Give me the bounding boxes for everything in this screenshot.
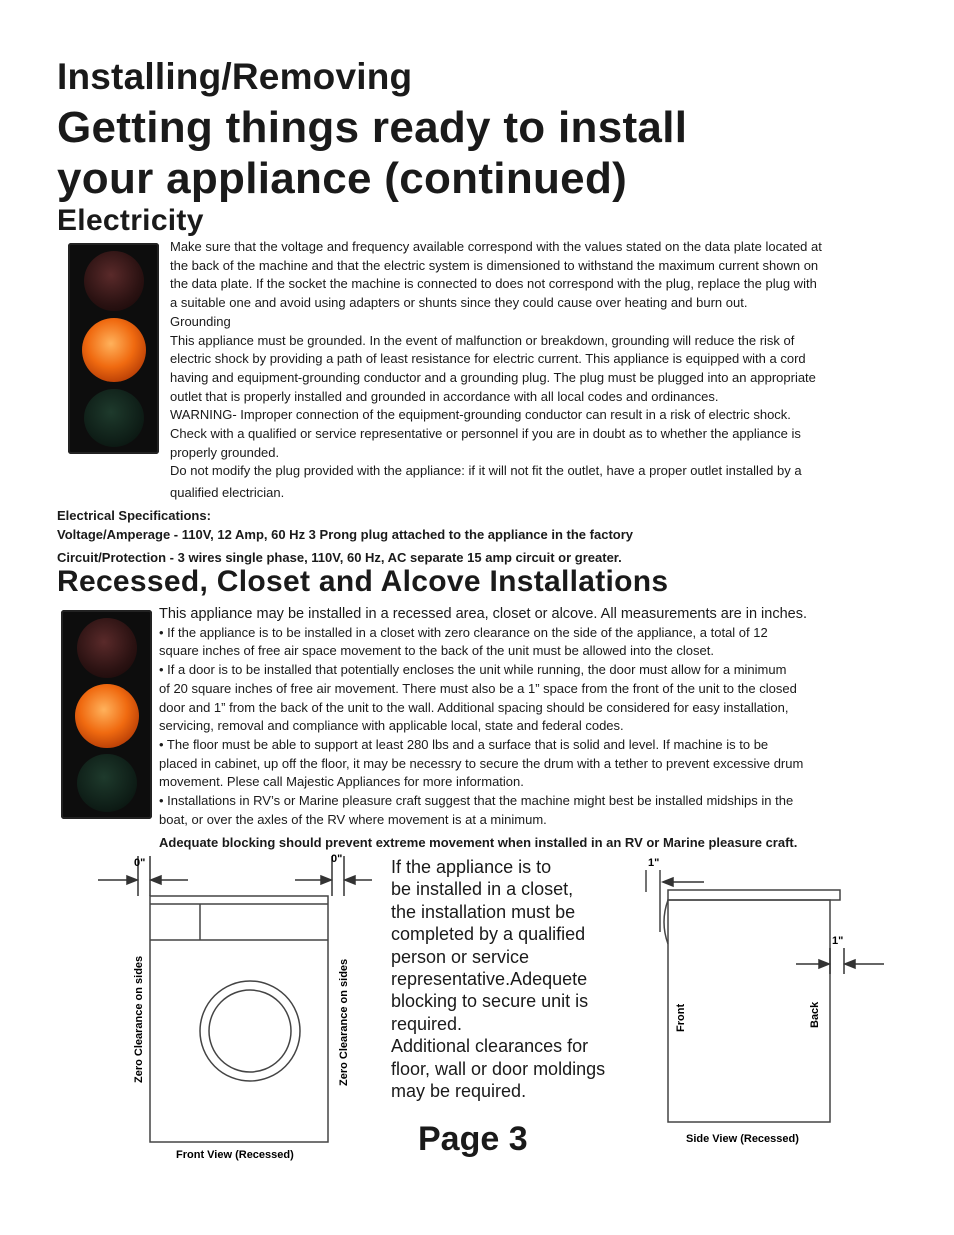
front-clearance-label: 1" bbox=[648, 857, 660, 869]
zero-clearance-right-label: Zero Clearance on sides bbox=[338, 958, 350, 1086]
arrow-right-icon bbox=[321, 876, 331, 884]
green-light-icon bbox=[84, 389, 144, 447]
door-inner bbox=[209, 990, 291, 1072]
arrow-left-icon bbox=[345, 876, 355, 884]
page-title-line1: Getting things ready to install bbox=[57, 103, 688, 152]
red-light-icon bbox=[84, 251, 144, 311]
left-clearance-label: 0" bbox=[134, 857, 146, 869]
door-outer bbox=[200, 981, 300, 1081]
text-line: placed in cabinet, up off the floor, it may be necessry to secure the drum with a tether to prevent excessive drum bbox=[159, 755, 804, 771]
arrow-left-icon bbox=[663, 878, 673, 886]
text-line: • Installations in RV’s or Marine pleasure craft suggest that the machine might best be installed midships in the bbox=[159, 793, 794, 809]
text-line: may be required. bbox=[391, 1081, 527, 1102]
text-line: required. bbox=[391, 1013, 463, 1034]
recessed-text bbox=[159, 605, 899, 829]
side-view-diagram bbox=[632, 852, 892, 1152]
text-line: qualified electrician. bbox=[170, 485, 285, 501]
text-line: blocking to secure unit is bbox=[391, 991, 589, 1012]
text-line: having and equipment-grounding conductor and a grounding plug. The plug must be plugged into an appropriate bbox=[170, 369, 816, 385]
washer-top bbox=[668, 890, 840, 900]
text-line: • The floor must be able to support at least 280 lbs and a surface that is solid and level. If machine is to be bbox=[159, 736, 769, 752]
text-line: the back of the machine and that the electric system is dimensioned to withstand the maximum current shown on bbox=[170, 257, 819, 273]
grounding-label: Grounding bbox=[170, 313, 231, 329]
back-label: Back bbox=[809, 1001, 821, 1028]
front-view-diagram bbox=[90, 848, 380, 1168]
amber-light-icon bbox=[82, 318, 146, 382]
text-line: Additional clearances for bbox=[391, 1036, 589, 1057]
text-line: properly grounded. bbox=[170, 444, 280, 460]
text-line: Do not modify the plug provided with the appliance: if it will not fit the outlet, have a proper outlet installed by a bbox=[170, 463, 802, 479]
text-line: Make sure that the voltage and frequency available correspond with the values stated on the data plate located at bbox=[170, 239, 822, 254]
zero-clearance-left-label: Zero Clearance on sides bbox=[133, 955, 145, 1083]
text-line: square inches of free air space movement to the back of the unit must be allowed into the closet. bbox=[159, 643, 714, 659]
washer-side-body bbox=[668, 900, 830, 1122]
electricity-heading: Electricity bbox=[57, 204, 204, 237]
specs-voltage: Voltage/Amperage - 110V, 12 Amp, 60 Hz 3 Prong plug attached to the appliance in the factory bbox=[57, 527, 633, 542]
text-line: completed by a qualified bbox=[391, 924, 586, 945]
green-light-icon bbox=[77, 754, 137, 812]
text-line: outlet that is properly installed and grounded in accordance with all local codes and ordinances. bbox=[170, 388, 719, 404]
text-line: If the appliance is to bbox=[391, 857, 552, 877]
blocking-note: Adequate blocking should prevent extreme movement when installed in an RV or Marine pleasure craft. bbox=[159, 835, 798, 850]
text-line: • If the appliance is to be installed in a closet with zero clearance on the side of the appliance, a total of 12 bbox=[159, 624, 768, 640]
text-line: person or service bbox=[391, 946, 530, 967]
text-line: boat, or over the axles of the RV where movement is at a minimum. bbox=[159, 811, 547, 827]
section-heading: Installing/Removing bbox=[57, 56, 413, 97]
text-line: movement. Plese call Majestic Appliances for more information. bbox=[159, 774, 524, 790]
right-clearance-label: 0" bbox=[331, 853, 343, 865]
text-line: floor, wall or door moldings bbox=[391, 1058, 606, 1079]
closet-note bbox=[391, 856, 626, 1102]
text-line: door and 1” from the back of the unit to the wall. Additional spacing should be considered for easy installation, bbox=[159, 699, 789, 715]
page-title bbox=[57, 102, 937, 204]
specs-heading: Electrical Specifications: bbox=[57, 508, 211, 523]
front-label: Front bbox=[675, 1003, 687, 1032]
arrow-left-icon bbox=[845, 960, 855, 968]
text-line: of 20 square inches of free air movement. There must also be a 1” space from the front of the unit to the closed bbox=[159, 680, 797, 696]
text-line: representative.Adequete bbox=[391, 969, 588, 990]
amber-light-icon bbox=[75, 684, 139, 748]
traffic-light-image bbox=[68, 243, 159, 454]
arrow-right-icon bbox=[127, 876, 137, 884]
text-line: a suitable one and avoid using adapters or shunts since they could cause over heating and burn out. bbox=[170, 295, 748, 311]
electricity-text bbox=[170, 238, 890, 503]
specs-circuit: Circuit/Protection - 3 wires single phase, 110V, 60 Hz, AC separate 15 amp circuit or greater. bbox=[57, 550, 622, 565]
arrow-left-icon bbox=[151, 876, 161, 884]
front-view-caption: Front View (Recessed) bbox=[176, 1149, 294, 1161]
washer-body bbox=[150, 896, 328, 1142]
page-title-line2: your appliance (continued) bbox=[57, 154, 628, 203]
text-line: • If a door is to be installed that potentially encloses the unit while running, the door must allow for a minimum bbox=[159, 662, 787, 678]
text-line: the installation must be bbox=[391, 901, 576, 922]
back-clearance-label: 1" bbox=[832, 935, 844, 947]
warning-text: WARNING- Improper connection of the equipment-grounding conductor can result in a risk of electric shock. bbox=[170, 407, 791, 423]
recessed-heading: Recessed, Closet and Alcove Installations bbox=[57, 565, 669, 598]
traffic-light-image bbox=[61, 610, 152, 819]
text-line: This appliance must be grounded. In the event of malfunction or breakdown, grounding will reduce the risk of bbox=[170, 332, 795, 348]
red-light-icon bbox=[77, 618, 137, 678]
text-line: be installed in a closet, bbox=[391, 879, 574, 900]
side-view-caption: Side View (Recessed) bbox=[686, 1133, 799, 1145]
text-line: Check with a qualified or service representative or personnel if you are in doubt as to whether the appliance is bbox=[170, 426, 801, 442]
text-line: electric shock by providing a path of least resistance for electric current. This appliance is equipped with a cord bbox=[170, 351, 806, 367]
text-line: This appliance may be installed in a recessed area, closet or alcove. All measurements are in inches. bbox=[159, 606, 807, 622]
arrow-right-icon bbox=[819, 960, 829, 968]
text-line: servicing, removal and compliance with applicable local, state and federal codes. bbox=[159, 718, 624, 734]
text-line: the data plate. If the socket the machine is connected to does not correspond with the plug, replace the plug with bbox=[170, 276, 817, 292]
page-number: Page 3 bbox=[418, 1120, 528, 1158]
